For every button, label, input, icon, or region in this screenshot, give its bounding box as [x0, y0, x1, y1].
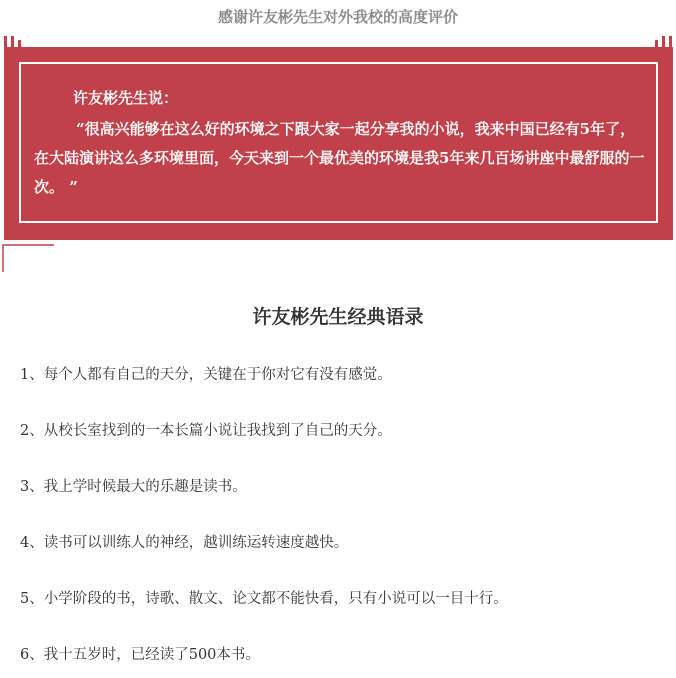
quote-item-2: 2、从校长室找到的一本长篇小说让我找到了自己的天分。	[20, 423, 392, 439]
quote-item-5: 5、小学阶段的书，诗歌、散文、论文都不能快看，只有小说可以一目十行。	[20, 591, 508, 607]
corner-bracket-icon	[2, 240, 54, 272]
quote-item-4: 4、读书可以训练人的神经，越训练运转速度越快。	[20, 535, 349, 551]
quote-item-1: 1、每个人都有自己的天分，关键在于你对它有没有感觉。	[20, 367, 392, 383]
speaker-label: 许友彬先生说：	[73, 89, 179, 107]
quote-item-3: 3、我上学时候最大的乐趣是读书。	[20, 479, 247, 495]
testimonial-quote: “很高兴能够在这么好的环境之下跟大家一起分享我的小说，我来中国已经有5年了，在大陆演讲这么多环境里面，今天来到一个最优美的环境是我5年来几百场讲座中最舒服的一次。 ”	[34, 120, 645, 196]
quote-item-6: 6、我十五岁时，已经读了500本书。	[20, 647, 260, 663]
section-title: 许友彬先生经典语录	[252, 306, 424, 328]
page-heading: 感谢许友彬先生对外我校的高度评价	[217, 8, 458, 26]
testimonial-panel	[4, 47, 673, 240]
testimonial-frame	[19, 62, 658, 223]
